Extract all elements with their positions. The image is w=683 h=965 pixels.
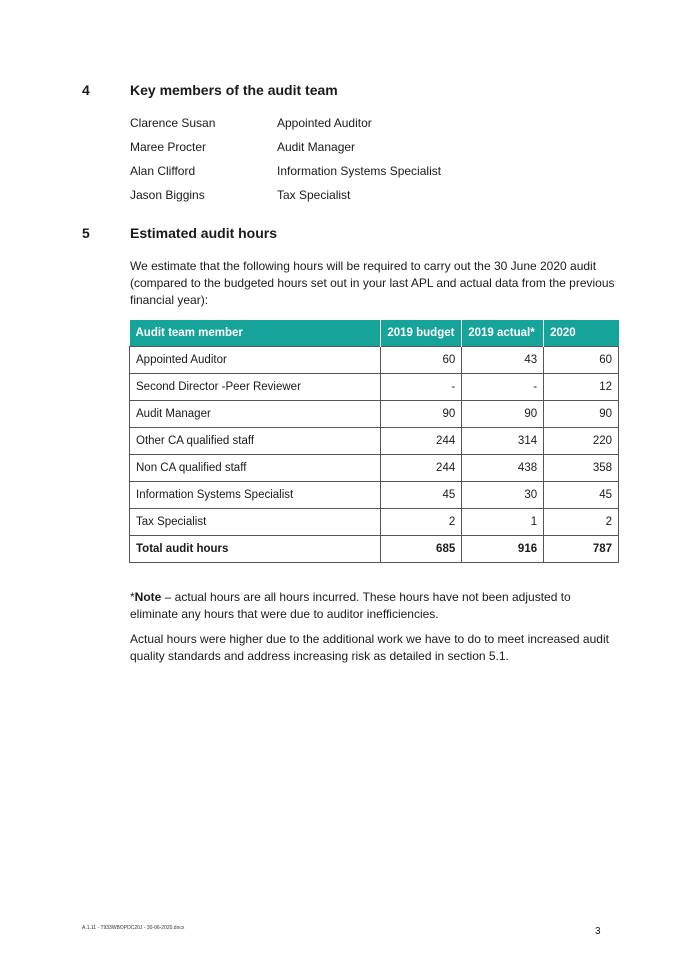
table-row — [130, 482, 619, 509]
cell-value: 45 — [544, 482, 619, 509]
column-header-member: Audit team member — [130, 320, 381, 347]
cell-member: Audit Manager — [130, 401, 381, 428]
member-role: Appointed Auditor — [277, 116, 372, 130]
cell-member: Tax Specialist — [130, 509, 381, 536]
cell-member: Information Systems Specialist — [130, 482, 381, 509]
cell-value: 60 — [381, 347, 462, 374]
cell-value: 244 — [381, 455, 462, 482]
cell-member: Other CA qualified staff — [130, 428, 381, 455]
cell-value: - — [462, 374, 544, 401]
cell-member: Second Director -Peer Reviewer — [130, 374, 381, 401]
cell-member: Non CA qualified staff — [130, 455, 381, 482]
section-number: 5 — [82, 225, 90, 241]
cell-value: 12 — [544, 374, 619, 401]
cell-value: 438 — [462, 455, 544, 482]
member-name: Clarence Susan — [130, 116, 216, 130]
cell-value: 45 — [381, 482, 462, 509]
cell-value: 60 — [544, 347, 619, 374]
member-name: Jason Biggins — [130, 188, 205, 202]
table-header-row — [130, 320, 619, 347]
column-header-2019-budget: 2019 budget — [381, 320, 462, 347]
cell-value: 90 — [462, 401, 544, 428]
member-role: Audit Manager — [277, 140, 356, 154]
audit-hours-table — [129, 320, 619, 563]
table-row — [130, 347, 619, 374]
column-header-2019-actual: 2019 actual* — [462, 320, 544, 347]
section-title: Key members of the audit team — [130, 82, 338, 98]
cell-member: Total audit hours — [130, 536, 381, 563]
column-header-2020: 2020 — [544, 320, 619, 347]
note-paragraph — [130, 589, 620, 623]
section-title: Estimated audit hours — [130, 225, 278, 241]
member-name: Maree Procter — [130, 140, 207, 154]
note-text: – actual hours are all hours incurred. These hours have not been adjusted to eliminate any hours that were due to auditor inefficiencies. — [130, 590, 571, 621]
table-row — [130, 374, 619, 401]
cell-value: 43 — [462, 347, 544, 374]
footer-page-number: 3 — [595, 926, 601, 937]
cell-value: 90 — [544, 401, 619, 428]
cell-value: 30 — [462, 482, 544, 509]
total-row — [130, 536, 619, 563]
cell-value: 90 — [381, 401, 462, 428]
cell-value: 1 — [462, 509, 544, 536]
cell-value: 244 — [381, 428, 462, 455]
table-row — [130, 401, 619, 428]
cell-value: 685 — [381, 536, 462, 563]
table-row — [130, 428, 619, 455]
cell-value: 916 — [462, 536, 544, 563]
cell-member: Appointed Auditor — [130, 347, 381, 374]
cell-value: 314 — [462, 428, 544, 455]
note-label: Note — [134, 590, 162, 604]
cell-value: - — [381, 374, 462, 401]
cell-value: 220 — [544, 428, 619, 455]
cell-value: 2 — [381, 509, 462, 536]
table-row — [130, 509, 619, 536]
cell-value: 787 — [544, 536, 619, 563]
cell-value: 358 — [544, 455, 619, 482]
section-number: 4 — [82, 82, 90, 98]
member-role: Tax Specialist — [277, 188, 351, 202]
table-row — [130, 455, 619, 482]
note-asterisk: * — [130, 590, 135, 604]
member-role: Information Systems Specialist — [277, 164, 442, 178]
member-name: Alan Clifford — [130, 164, 196, 178]
cell-value: 2 — [544, 509, 619, 536]
actual-hours-paragraph: Actual hours were higher due to the additional work we have to do to meet increased audit quality standards and address increasing risk as detailed in section 5.1. — [130, 632, 609, 663]
footer-doc-reference: A.1.11 - T933WBOPDC20J - 30-06-2020.docx — [82, 925, 185, 931]
intro-paragraph: We estimate that the following hours will be required to carry out the 30 June 2020 audit (compared to the budgeted hours set out in your last APL and actual data from the previous financial year): — [130, 259, 615, 307]
